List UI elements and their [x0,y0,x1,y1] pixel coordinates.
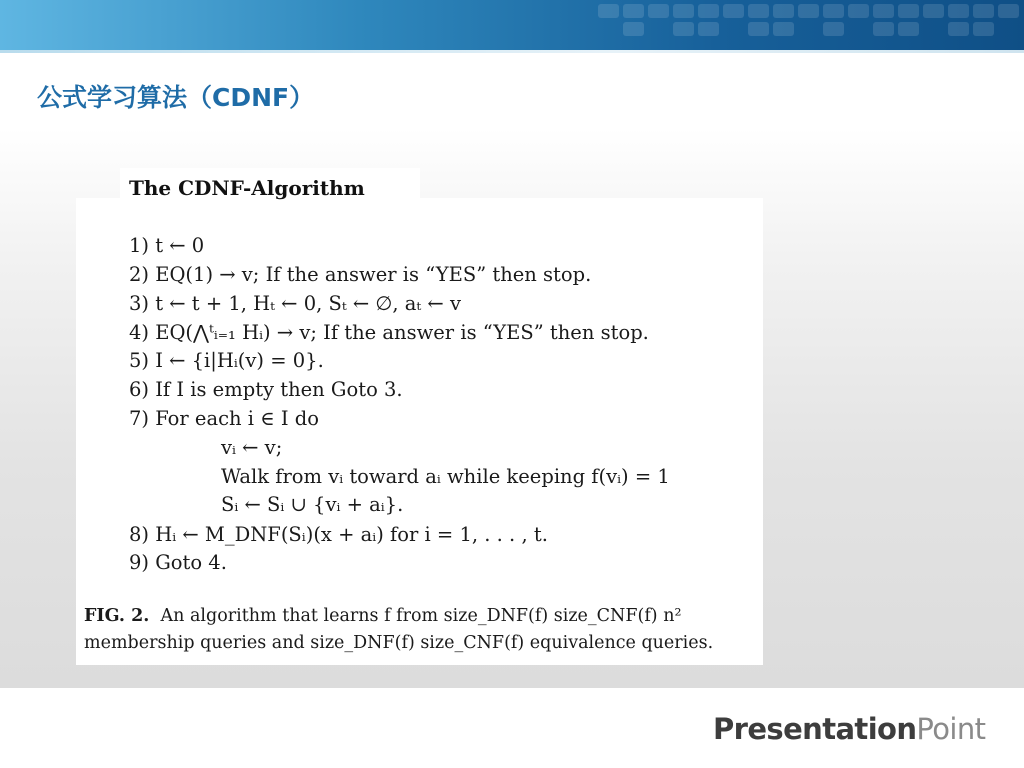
algorithm-step-5: 5) I ← {i|Hᵢ(v) = 0}. [129,349,324,372]
logo-text-presentation: Presentation [713,712,917,746]
algorithm-step-6: 6) If I is empty then Goto 3. [129,378,403,401]
presentationpoint-logo [713,712,985,746]
slide-title: 公式学习算法（CDNF） [37,83,315,112]
header-banner [0,0,1024,50]
algorithm-step-9: 9) Goto 4. [129,551,227,574]
figure-caption-text: An algorithm that learns f from size_DNF(f) size_CNF(f) n² [160,606,682,626]
header-divider [0,50,1024,53]
algorithm-step-8: 8) Hᵢ ← M_DNF(Sᵢ)(x + aᵢ) for i = 1, . . . , t. [129,523,548,546]
algorithm-step-7-line-3: Sᵢ ← Sᵢ ∪ {vᵢ + aᵢ}. [221,493,404,516]
algorithm-step-7-line-1: vᵢ ← v; [221,436,283,459]
algorithm-step-1: 1) t ← 0 [129,234,205,257]
algorithm-step-2: 2) EQ(1) → v; If the answer is “YES” then stop. [129,263,592,286]
algorithm-step-7-line-2: Walk from vᵢ toward aᵢ while keeping f(vᵢ) = 1 [221,465,670,488]
figure-caption-label: FIG. 2. [84,606,150,626]
figure-caption-line-1 [84,608,681,626]
algorithm-title: The CDNF-Algorithm [129,176,365,200]
figure-caption-line-2: membership queries and size_DNF(f) size_CNF(f) equivalence queries. [84,633,714,653]
algorithm-step-7: 7) For each i ∈ I do [129,407,319,430]
algorithm-step-4: 4) EQ(⋀ᵗᵢ₌₁ Hᵢ) → v; If the answer is “YES” then stop. [129,321,649,344]
logo-text-point: Point [916,712,986,746]
algorithm-step-3: 3) t ← t + 1, Hₜ ← 0, Sₜ ← ∅, aₜ ← v [129,292,461,315]
